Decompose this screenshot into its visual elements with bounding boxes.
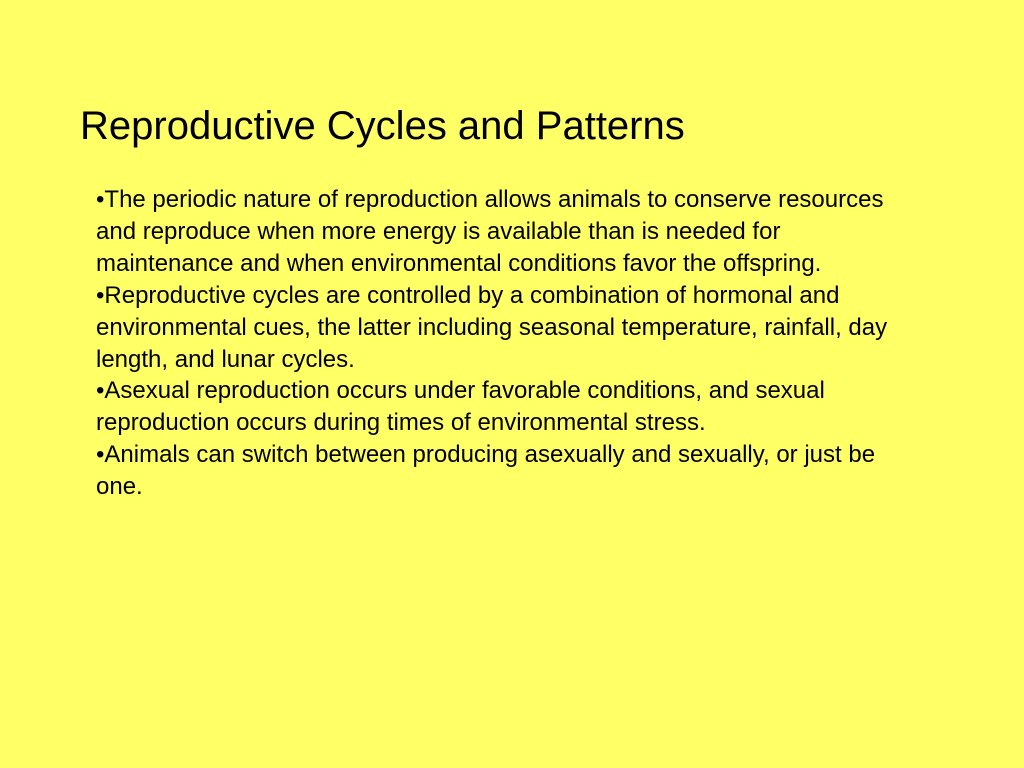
bullet-list <box>96 184 906 503</box>
bullet-item: •Animals can switch between producing asexually and sexually, or just be one. <box>96 441 876 501</box>
bullet-item: •The periodic nature of reproduction allows animals to conserve resources and reproduce when more energy is available than is needed for maintenance and when environmental conditions favor the offspring. <box>96 186 884 277</box>
bullet-item: •Asexual reproduction occurs under favorable conditions, and sexual reproduction occurs during times of environmental stress. <box>96 377 825 437</box>
bullet-item: •Reproductive cycles are controlled by a combination of hormonal and environmental cues, the latter including seasonal temperature, rainfall, day length, and lunar cycles. <box>96 281 888 373</box>
slide-title: Reproductive Cycles and Patterns <box>80 104 685 148</box>
